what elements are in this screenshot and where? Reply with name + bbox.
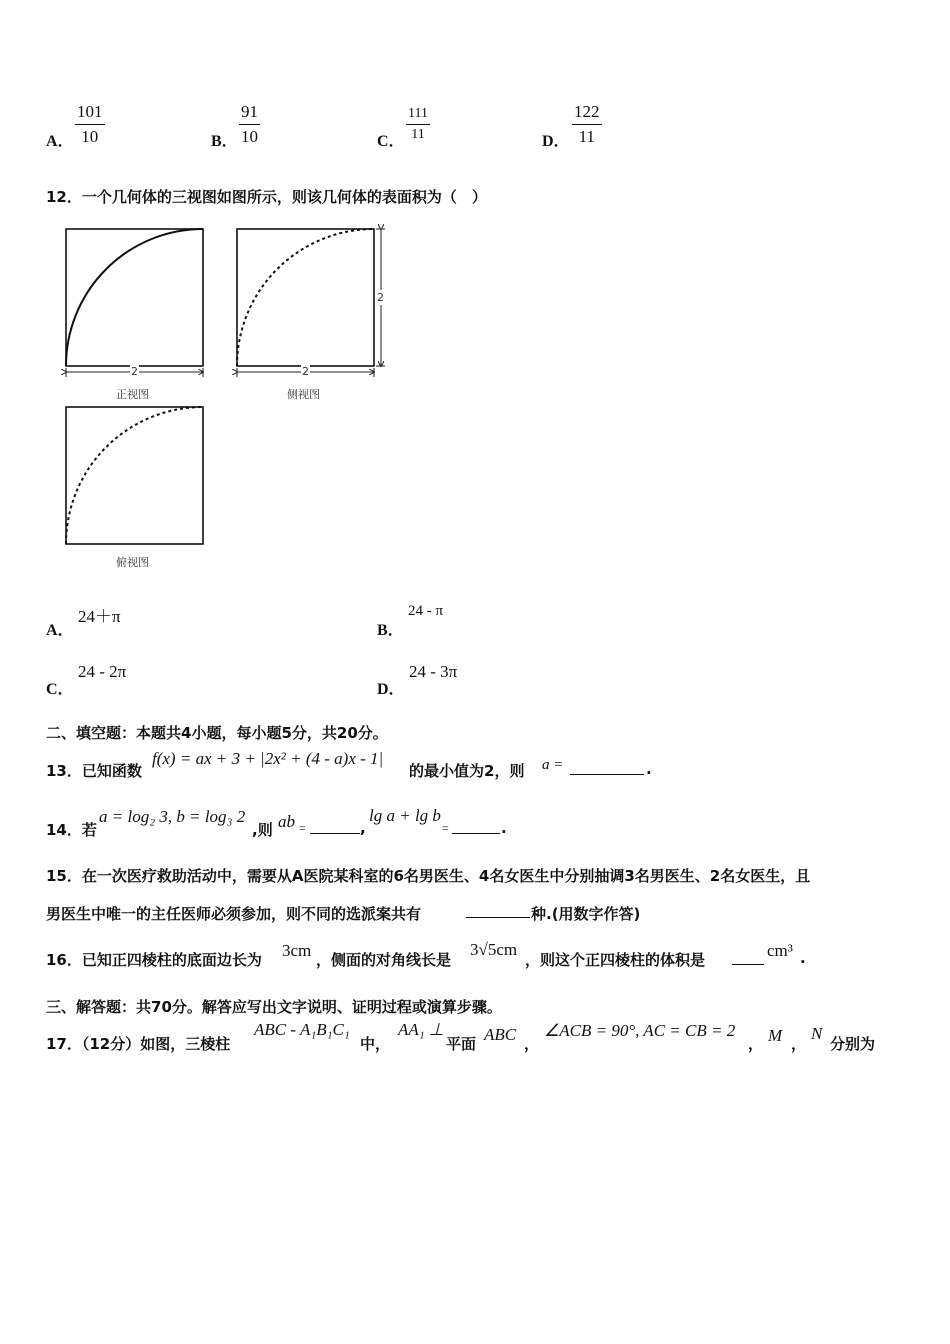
q16-mid: ，侧面的对角线长是: [316, 951, 452, 969]
q11-option-c-fraction: [406, 106, 430, 143]
denominator: 11: [578, 127, 595, 146]
denominator: 10: [241, 127, 258, 146]
q14-eq1: =: [299, 821, 306, 835]
front-view: [66, 229, 203, 377]
front-view-dim: 2: [131, 365, 138, 378]
side-view-height-dim: 2: [377, 291, 384, 304]
numerator: 91: [239, 102, 260, 125]
q14-prefix: 14．若: [46, 821, 97, 839]
q16-mid2: ，则这个正四棱柱的体积是: [525, 951, 706, 969]
q12-option-c-label: C．: [46, 681, 74, 698]
q14-end: .: [501, 819, 507, 837]
q14-condition: a = log₂ 3, b = log₃ 2: [99, 807, 246, 826]
q12-option-b-expr: 24 - π: [408, 603, 444, 619]
q15-line-1: 15．在一次医疗救助活动中，需要从A医院某科室的6名男医生、4名女医生中分别抽调3名男医生、2名女医生，且: [46, 867, 811, 885]
top-view: [66, 407, 203, 544]
q17-comma2: ，: [748, 1035, 764, 1053]
q15-answer-blank[interactable]: [466, 903, 530, 918]
q14-answer-blank-2[interactable]: [452, 819, 500, 834]
q17-m: M: [768, 1026, 783, 1045]
q15-line-2-prefix: 男医生中唯一的主任医师必须参加，则不同的选派案共有: [46, 905, 422, 923]
q17-plane: ABC: [484, 1025, 517, 1044]
numerator: 111: [406, 106, 430, 125]
q14-eq2: =: [442, 821, 449, 835]
q17-prefix: 17．（12分）如图，三棱柱: [46, 1035, 231, 1053]
numerator: 101: [75, 102, 105, 125]
q11-option-d-label: D．: [542, 133, 570, 150]
three-view-figure: [50, 220, 410, 580]
q16-diagonal: 3√5cm: [470, 940, 518, 959]
q13-end: .: [646, 760, 652, 778]
section-2-title: 二、填空题：本题共4小题，每小题5分，共20分。: [46, 724, 388, 742]
front-view-caption: 正视图: [116, 388, 149, 401]
q17-mid2: 平面: [446, 1035, 477, 1053]
q11-option-d-fraction: [572, 102, 602, 147]
side-view: [237, 229, 385, 377]
side-view-caption: 侧视图: [287, 388, 320, 401]
q14-mid: ,则: [252, 821, 273, 839]
q14-sep: ,: [360, 819, 366, 837]
q16-base-edge: 3cm: [282, 941, 312, 960]
q17-comma3: ，: [791, 1035, 807, 1053]
q17-end: 分别为: [830, 1035, 876, 1053]
q15-line-2-suffix: 种.(用数字作答): [531, 905, 641, 923]
q12-option-d-expr: 24 - 3π: [409, 662, 458, 681]
denominator: 11: [411, 127, 425, 142]
q13-function: f(x) = ax + 3 + |2x² + (4 - a)x - 1|: [152, 749, 384, 768]
q12-option-c-expr: 24 - 2π: [78, 662, 127, 681]
denominator: 10: [81, 127, 99, 146]
q13-answer-blank[interactable]: [570, 760, 644, 775]
q12-stem: 12．一个几何体的三视图如图所示，则该几何体的表面积为（ ）: [46, 188, 487, 206]
numerator: 122: [572, 102, 602, 125]
q14-ab: ab: [278, 812, 295, 831]
q17-prism: ABC - A₁B₁C₁: [254, 1020, 350, 1039]
q14-answer-blank-1[interactable]: [310, 819, 360, 834]
top-view-caption: 俯视图: [116, 556, 149, 569]
q12-option-a-expr: 24＋π: [78, 607, 121, 626]
q17-mid1: 中，: [360, 1035, 391, 1053]
q11-option-c-label: C．: [377, 133, 405, 150]
q11-option-b-fraction: [239, 102, 260, 147]
q17-perp: AA₁ ⊥: [398, 1020, 444, 1039]
q13-var: a =: [542, 757, 564, 773]
q16-end: .: [800, 949, 806, 967]
q14-lg-expr: lg a + lg b: [369, 806, 441, 825]
q13-prefix: 13．已知函数: [46, 762, 142, 780]
q16-answer-blank[interactable]: [732, 950, 764, 965]
q17-comma: ，: [524, 1035, 540, 1053]
section-3-title: 三、解答题：共70分。解答应写出文字说明、证明过程或演算步骤。: [46, 998, 502, 1016]
q11-option-a-fraction: [75, 102, 105, 147]
q12-option-a-label: A．: [46, 622, 74, 639]
q11-option-a-label: A．: [46, 133, 74, 150]
q12-option-b-label: B．: [377, 622, 404, 639]
side-view-dim: 2: [302, 365, 309, 378]
q16-prefix: 16．已知正四棱柱的底面边长为: [46, 951, 262, 969]
q12-option-d-label: D．: [377, 681, 405, 698]
q16-unit: cm³: [767, 941, 793, 960]
q17-n: N: [811, 1024, 823, 1043]
q17-condition: ∠ACB = 90°, AC = CB = 2: [544, 1021, 736, 1040]
q13-mid: 的最小值为2，则: [409, 762, 525, 780]
q11-option-b-label: B．: [211, 133, 238, 150]
